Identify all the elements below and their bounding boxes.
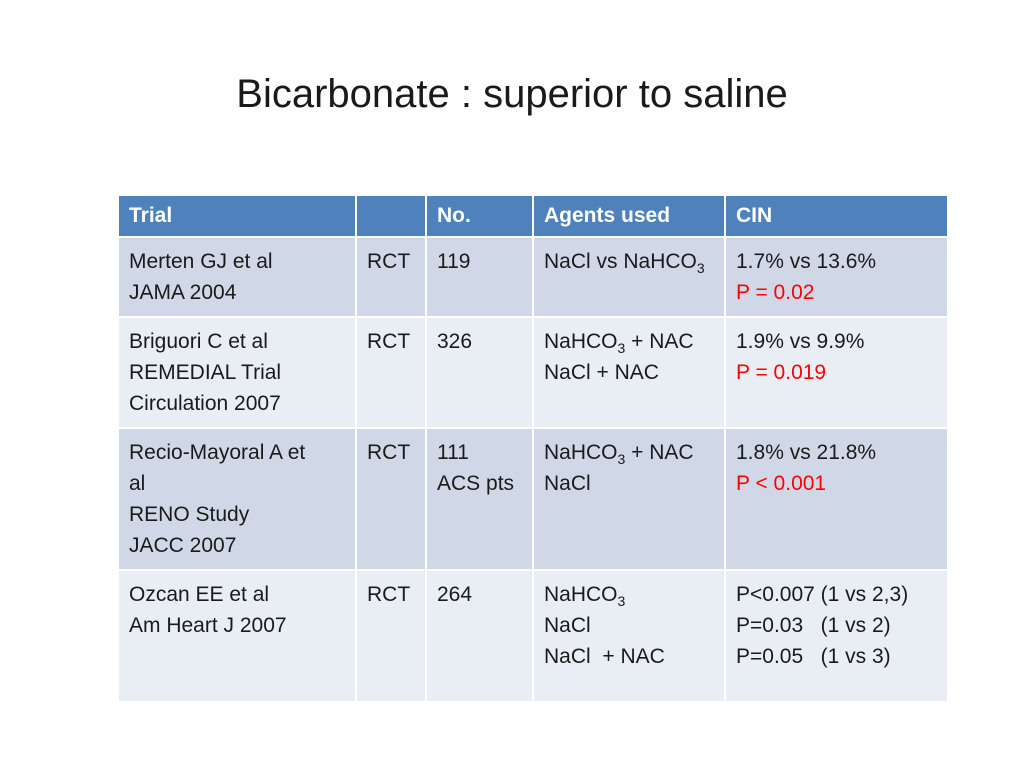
agents-text: NaHCO xyxy=(544,330,618,353)
trial-line: JAMA 2004 xyxy=(129,281,237,304)
header-trial: Trial xyxy=(119,196,356,237)
design-cell: RCT xyxy=(356,317,426,428)
no-line: 111 xyxy=(437,441,469,464)
trial-line: RENO Study xyxy=(129,503,250,526)
agents-line: NaCl + NAC xyxy=(544,361,659,384)
slide-title: Bicarbonate : superior to saline xyxy=(236,72,788,116)
no-cell xyxy=(426,237,533,317)
table-row xyxy=(119,428,947,570)
header-cin: CIN xyxy=(725,196,947,237)
cin-line: P=0.03 (1 vs 2) xyxy=(736,614,891,637)
p-value: P = 0.02 xyxy=(736,281,815,304)
agents-text: NaCl vs NaHCO xyxy=(544,250,697,273)
cin-cell xyxy=(725,428,947,570)
cin-result: 1.7% vs 13.6% xyxy=(736,250,877,273)
trial-line: Merten GJ et al xyxy=(129,250,273,273)
design-cell: RCT xyxy=(356,570,426,702)
header-no: No. xyxy=(426,196,533,237)
p-value: P < 0.001 xyxy=(736,472,827,495)
p-value: P = 0.019 xyxy=(736,361,827,384)
no-line: 326 xyxy=(437,330,473,353)
header-design xyxy=(356,196,426,237)
agents-cell xyxy=(533,428,725,570)
trials-table xyxy=(119,196,947,703)
cin-line: P=0.05 (1 vs 3) xyxy=(736,645,891,668)
cin-cell xyxy=(725,317,947,428)
no-line: ACS pts xyxy=(437,472,515,495)
header-agents: Agents used xyxy=(533,196,725,237)
table-row xyxy=(119,317,947,428)
agents-line xyxy=(544,437,714,468)
agents-line: NaCl + NAC xyxy=(544,645,665,668)
agents-cell xyxy=(533,317,725,428)
agents-subscript: 3 xyxy=(617,593,626,609)
agents-text: + NAC xyxy=(625,330,694,353)
trial-cell xyxy=(119,570,356,702)
agents-text: + NAC xyxy=(625,441,694,464)
trial-line: JACC 2007 xyxy=(129,534,237,557)
trial-cell xyxy=(119,317,356,428)
trial-cell xyxy=(119,237,356,317)
cin-cell xyxy=(725,237,947,317)
no-cell xyxy=(426,570,533,702)
agents-cell xyxy=(533,570,725,702)
agents-text: NaHCO xyxy=(544,441,618,464)
trial-line: Recio-Mayoral A et xyxy=(129,441,306,464)
agents-subscript: 3 xyxy=(696,260,705,276)
agents-subscript: 3 xyxy=(617,451,626,467)
table-header-row xyxy=(119,196,947,237)
trial-line: Circulation 2007 xyxy=(129,392,281,415)
trial-line: Am Heart J 2007 xyxy=(129,614,287,637)
agents-line xyxy=(544,246,714,277)
trial-cell xyxy=(119,428,356,570)
agents-line: NaCl xyxy=(544,614,591,637)
table-row xyxy=(119,570,947,702)
agents-line: NaCl xyxy=(544,472,591,495)
trial-line: Briguori C et al xyxy=(129,330,268,353)
trial-line: REMEDIAL Trial xyxy=(129,361,282,384)
design-cell: RCT xyxy=(356,237,426,317)
no-cell xyxy=(426,317,533,428)
design-cell: RCT xyxy=(356,428,426,570)
no-line: 119 xyxy=(437,250,471,273)
trial-line: al xyxy=(129,472,146,495)
agents-text: NaHCO xyxy=(544,583,618,606)
cin-line: P<0.007 (1 vs 2,3) xyxy=(736,583,909,606)
agents-line xyxy=(544,579,714,610)
cin-result: 1.8% vs 21.8% xyxy=(736,441,877,464)
no-cell xyxy=(426,428,533,570)
cin-result: 1.9% vs 9.9% xyxy=(736,330,865,353)
no-line: 264 xyxy=(437,583,473,606)
agents-cell xyxy=(533,237,725,317)
cin-cell xyxy=(725,570,947,702)
trial-line: Ozcan EE et al xyxy=(129,583,270,606)
agents-subscript: 3 xyxy=(617,340,626,356)
table-row xyxy=(119,237,947,317)
agents-line xyxy=(544,326,714,357)
